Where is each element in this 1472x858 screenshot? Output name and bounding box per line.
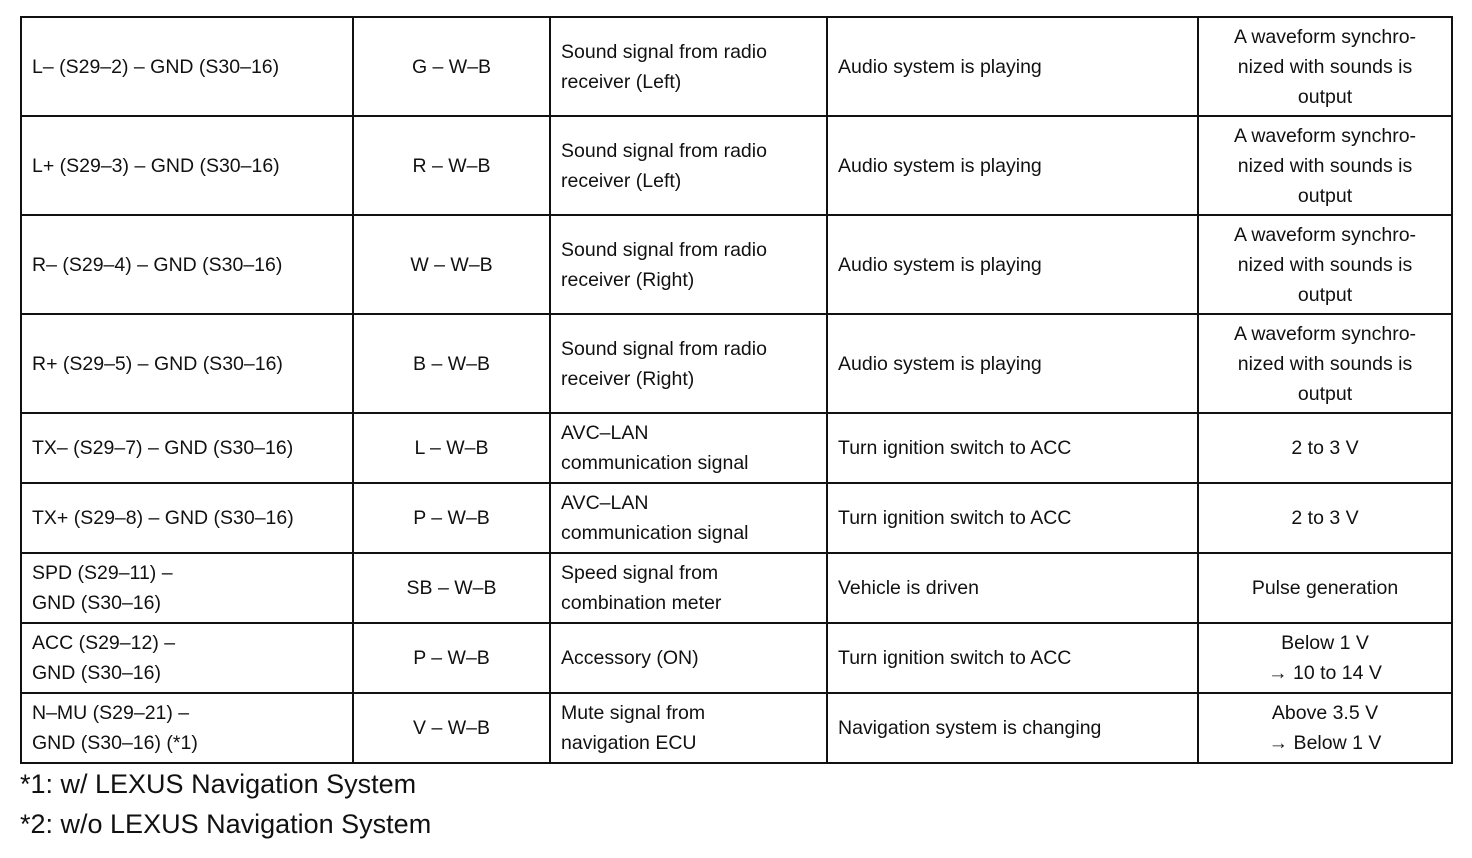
description-cell: AVC–LAN communication signal — [550, 483, 827, 553]
specified-condition-cell: A waveform synchro- nized with sounds is output — [1198, 116, 1452, 215]
condition-cell: Audio system is playing — [827, 116, 1198, 215]
description-cell: Sound signal from radio receiver (Left) — [550, 116, 827, 215]
table-row — [21, 116, 1452, 215]
wiring-color-cell: P – W–B — [353, 483, 550, 553]
description-cell: Sound signal from radio receiver (Left) — [550, 17, 827, 116]
condition-cell: Turn ignition switch to ACC — [827, 413, 1198, 483]
terminal-cell: TX+ (S29–8) – GND (S30–16) — [21, 483, 353, 553]
description-cell: Mute signal from navigation ECU — [550, 693, 827, 763]
terminal-cell: R– (S29–4) – GND (S30–16) — [21, 215, 353, 314]
specified-condition-cell: Below 1 V → 10 to 14 V — [1198, 623, 1452, 693]
table-row — [21, 553, 1452, 623]
terminal-spec-table — [20, 16, 1453, 764]
terminal-cell: TX– (S29–7) – GND (S30–16) — [21, 413, 353, 483]
footnotes — [20, 764, 431, 844]
specified-condition-cell: A waveform synchro- nized with sounds is output — [1198, 314, 1452, 413]
specified-condition-cell: A waveform synchro- nized with sounds is output — [1198, 215, 1452, 314]
specified-condition-cell: A waveform synchro- nized with sounds is output — [1198, 17, 1452, 116]
table-row — [21, 17, 1452, 116]
description-cell: AVC–LAN communication signal — [550, 413, 827, 483]
footnote-2: *2: w/o LEXUS Navigation System — [20, 809, 432, 839]
terminal-cell: L– (S29–2) – GND (S30–16) — [21, 17, 353, 116]
specified-condition-cell: Pulse generation — [1198, 553, 1452, 623]
wiring-color-cell: R – W–B — [353, 116, 550, 215]
description-cell: Speed signal from combination meter — [550, 553, 827, 623]
specified-condition-cell: 2 to 3 V — [1198, 413, 1452, 483]
condition-cell: Navigation system is changing — [827, 693, 1198, 763]
table-row — [21, 413, 1452, 483]
wiring-color-cell: V – W–B — [353, 693, 550, 763]
table-row — [21, 483, 1452, 553]
wiring-color-cell: P – W–B — [353, 623, 550, 693]
footnote-1: *1: w/ LEXUS Navigation System — [20, 769, 417, 799]
specified-condition-cell: 2 to 3 V — [1198, 483, 1452, 553]
condition-cell: Turn ignition switch to ACC — [827, 483, 1198, 553]
terminal-cell: N–MU (S29–21) – GND (S30–16) (*1) — [21, 693, 353, 763]
specified-condition-cell: Above 3.5 V → Below 1 V — [1198, 693, 1452, 763]
wiring-color-cell: SB – W–B — [353, 553, 550, 623]
wiring-color-cell: L – W–B — [353, 413, 550, 483]
terminal-cell: R+ (S29–5) – GND (S30–16) — [21, 314, 353, 413]
wiring-color-cell: B – W–B — [353, 314, 550, 413]
table-row — [21, 314, 1452, 413]
terminal-cell: SPD (S29–11) – GND (S30–16) — [21, 553, 353, 623]
condition-cell: Vehicle is driven — [827, 553, 1198, 623]
table-row — [21, 623, 1452, 693]
description-cell: Accessory (ON) — [550, 623, 827, 693]
terminal-cell: L+ (S29–3) – GND (S30–16) — [21, 116, 353, 215]
condition-cell: Audio system is playing — [827, 314, 1198, 413]
wiring-color-cell: W – W–B — [353, 215, 550, 314]
wiring-color-cell: G – W–B — [353, 17, 550, 116]
terminal-cell: ACC (S29–12) – GND (S30–16) — [21, 623, 353, 693]
condition-cell: Turn ignition switch to ACC — [827, 623, 1198, 693]
condition-cell: Audio system is playing — [827, 17, 1198, 116]
table-row — [21, 693, 1452, 763]
description-cell: Sound signal from radio receiver (Right) — [550, 215, 827, 314]
description-cell: Sound signal from radio receiver (Right) — [550, 314, 827, 413]
condition-cell: Audio system is playing — [827, 215, 1198, 314]
table-row — [21, 215, 1452, 314]
